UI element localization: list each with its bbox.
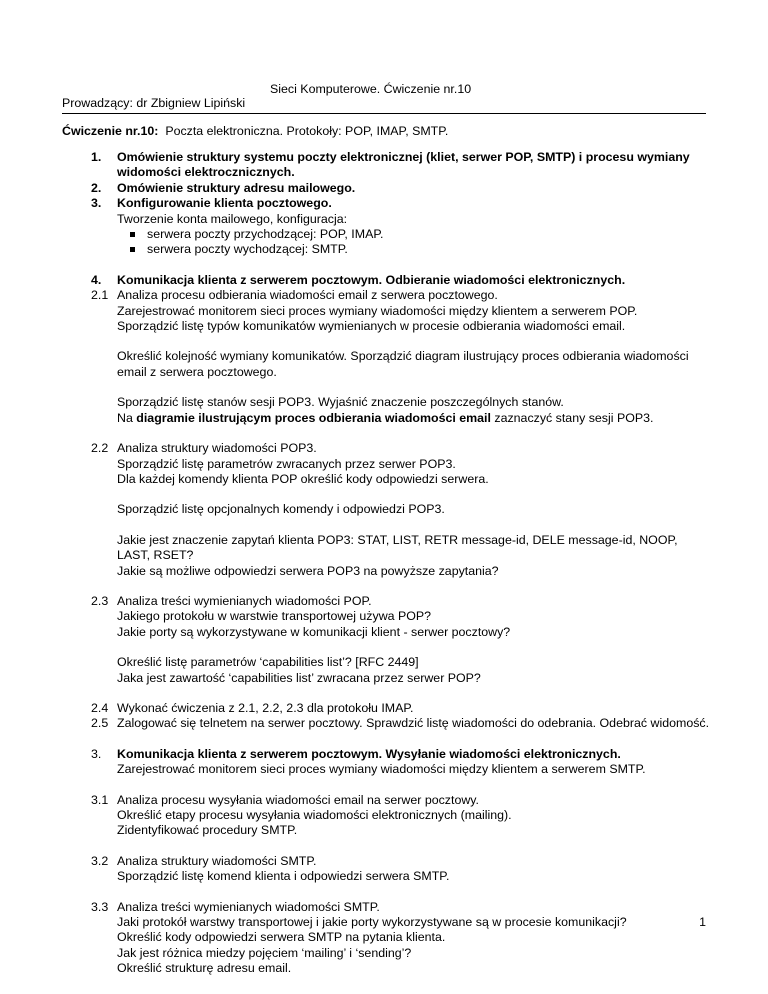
page-number: 1	[699, 915, 706, 929]
document-content	[62, 150, 712, 977]
list-item-text: Konfigurowanie klienta pocztowego.	[117, 196, 332, 211]
list-item-1: 1. Omówienie struktury systemu poczty elektronicznej (kliet, serwer POP, SMTP) i procesu wymiany widomości elektrocznicznych.	[91, 150, 690, 180]
list-item-text: Komunikacja klienta z serwerem pocztowym. Odbieranie wiadomości elektronicznych.	[117, 272, 626, 287]
subsection-3-2: 3.2 Analiza struktury wiadomości SMTP. Sporządzić listę komend klienta i odpowiedzi serwera SMTP.	[91, 853, 450, 884]
header-author: Prowadzący: dr Zbigniew Lipiński	[62, 96, 246, 110]
paragraph: Jakie są możliwe odpowiedzi serwera POP3 na powyższe zapytania?	[117, 563, 499, 578]
list-item-3: 3. Konfigurowanie klienta pocztowego.	[91, 196, 332, 211]
list-item-4: 4. Komunikacja klienta z serwerem pocztowym. Odbieranie wiadomości elektronicznych.	[91, 272, 626, 287]
exercise-title	[62, 124, 448, 139]
bullet-square-icon	[130, 232, 135, 237]
bullet-square-icon	[130, 247, 135, 252]
paragraph: Sporządzić listę stanów sesji POP3. Wyjaśnić znaczenie poszczególnych stanów.	[117, 395, 564, 410]
list-item-text: Omówienie struktury systemu poczty elektronicznej (kliet, serwer POP, SMTP) i procesu wymiany widomości elektrocznicznych.	[117, 150, 690, 180]
bullet-item: serwera poczty wychodzącej: SMTP.	[62, 242, 712, 257]
paragraph: Określić listę parametrów ‘capabilities list’? [RFC 2449]	[117, 655, 419, 670]
paragraph: Jaka jest zawartość ‘capabilities list’ zwracana przez serwer POP?	[117, 670, 481, 685]
list-item-2: 2. Omówienie struktury adresu mailowego.	[91, 180, 356, 195]
subsection-2-4: 2.4 Wykonać ćwiczenia z 2.1, 2.2, 2.3 dla protokołu IMAP.	[91, 700, 414, 715]
paragraph: Określić kolejność wymiany komunikatów. Sporządzić diagram ilustrujący proces odbierania wiadomości email z serwera pocztowego.	[117, 349, 689, 379]
list-item-text: Omówienie struktury adresu mailowego.	[117, 180, 356, 195]
section-3-title: Komunikacja klienta z serwerem pocztowym. Wysyłanie wiadomości elektronicznych.	[117, 746, 621, 761]
subsection-2-1: 2.1 Analiza procesu odbierania wiadomości email z serwera pocztowego. Zarejestrować monitorem sieci proces wymiany wiadomości między klientem a serwerem POP. Sporządzić listę typów komunikatów wymienianych w procesie odbierania wiadomości email. Określić kolejność wymiany komunikatów. Sporządzić diagram ilustrujący proces odbierania wiadomości email z serwera pocztowego. Sporządzić listę stanów sesji POP3. Wyjaśnić znaczenie poszczególnych stanów. Na diagramie ilustrującym proces odbierania wiadomości email zaznaczyć stany sesji POP3.	[62, 288, 712, 426]
subsection-2-2: 2.2 Analiza struktury wiadomości POP3. Sporządzić listę parametrów zwracanych przez serwer POP3. Dla każdej komendy klienta POP określić kody odpowiedzi serwera. Sporządzić listę opcjonalnych komendy i odpowiedzi POP3. Jakie jest znaczenie zapytań klienta POP3: STAT, LIST, RETR message-id, DELE message-id, NOOP, LAST, RSET? Jakie są możliwe odpowiedzi serwera POP3 na powyższe zapytania?	[62, 441, 712, 579]
subsection-2-5: 2.5 Zalogować się telnetem na serwer pocztowy. Sprawdzić listę wiadomości do odebrania. Odebrać widomość.	[91, 716, 710, 731]
paragraph: Sporządzić listę opcjonalnych komendy i odpowiedzi POP3.	[117, 502, 445, 517]
subsection-3-1: 3.1 Analiza procesu wysyłania wiadomości email na serwer pocztowy. Określić etapy procesu wysyłania wiadomości elektronicznych (mailing). Zidentyfikować procedury SMTP.	[91, 792, 512, 838]
subsection-3-3: 3.3 Analiza treści wymienianych wiadomości SMTP. Jaki protokół warstwy transportowej i jakie porty wykorzystywane są w procesie komunikacji? Określić kody odpowiedzi serwera SMTP na pytania klienta. Jak jest różnica miedzy pojęciem ‘mailing’ i ‘sending’? Określić strukturę adresu email.	[91, 899, 627, 976]
paragraph: Na diagramie ilustrującym proces odbierania wiadomości email zaznaczyć stany sesji POP3.	[117, 410, 654, 425]
header-divider	[62, 113, 706, 114]
exercise-subject: Poczta elektroniczna. Protokoły: POP, IMAP, SMTP.	[165, 124, 449, 138]
header-title: Sieci Komputerowe. Ćwiczenie nr.10	[270, 82, 472, 96]
list-item-3-desc: Tworzenie konta mailowego, konfiguracja:	[117, 211, 348, 226]
subsection-2-3: 2.3 Analiza treści wymienianych wiadomości POP. Jakiego protokołu w warstwie transportowej używa POP? Jakie porty są wykorzystywane w komunikacji klient - serwer pocztowy? Określić listę parametrów ‘capabilities list’? [RFC 2449] Jaka jest zawartość ‘capabilities list’ zwracana przez serwer POP?	[62, 594, 712, 686]
exercise-label: Ćwiczenie nr.10:	[62, 124, 159, 138]
paragraph: Jakie jest znaczenie zapytań klienta POP3: STAT, LIST, RETR message-id, DELE message-id, NOOP, LAST, RSET?	[117, 532, 678, 563]
section-3: 3. Komunikacja klienta z serwerem pocztowym. Wysyłanie wiadomości elektronicznych. Zarejestrować monitorem sieci proces wymiany wiadomości między klientem a serwerem SMTP.	[62, 747, 712, 778]
bullet-item: serwera poczty przychodzącej: POP, IMAP.	[62, 227, 712, 242]
